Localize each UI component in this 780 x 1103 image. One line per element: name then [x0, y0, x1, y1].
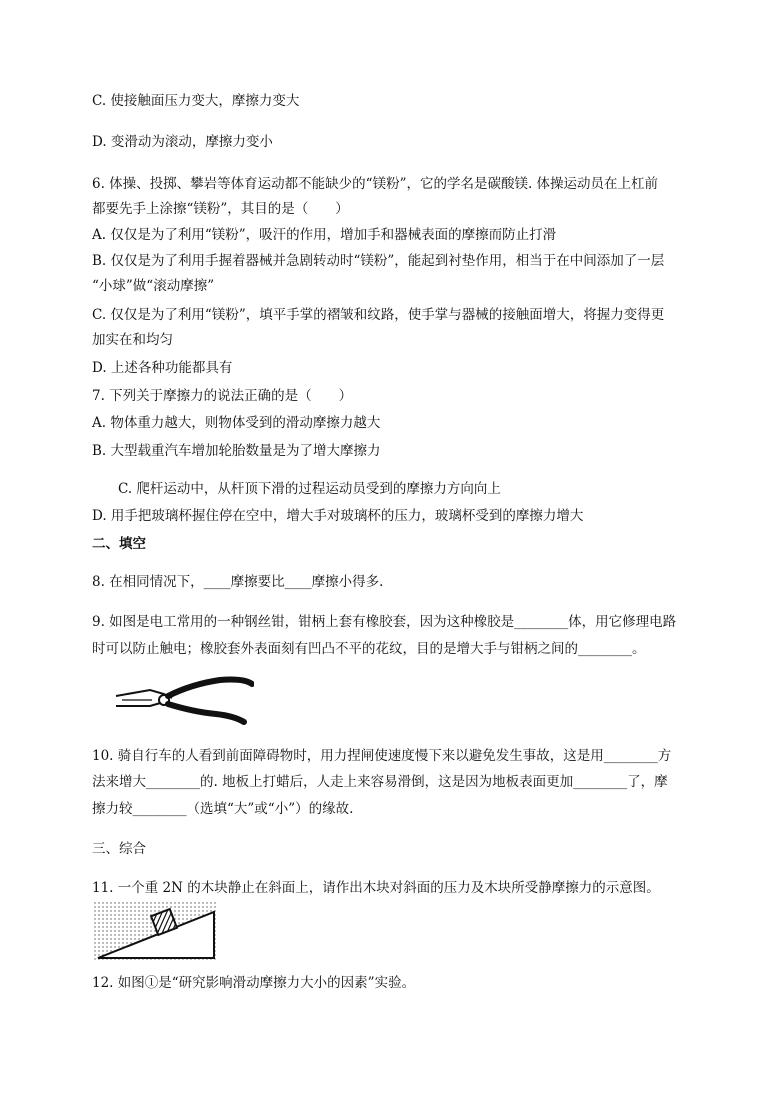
question-7-option-a: A. 物体重力越大，则物体受到的滑动摩擦力越大: [92, 415, 381, 431]
question-6-option-d: D. 上述各种功能都具有: [92, 360, 233, 376]
pliers-figure: [112, 676, 254, 728]
question-10-line2: 法来增大________的. 地板上打蜡后，人走上来容易滑倒，这是因为地板表面更加________了，摩: [92, 774, 668, 790]
question-9-line1: 9. 如图是电工常用的一种钢丝钳，钳柄上套有橡胶套，因为这种橡胶是________体，用它修理电路: [92, 614, 677, 630]
incline-block-figure: [94, 902, 218, 960]
question-7-option-b: B. 大型载重汽车增加轮胎数量是为了增大摩擦力: [92, 443, 381, 459]
question-6-option-c: C. 仅仅是为了利用“镁粉”，填平手掌的褶皱和纹路，使手掌与器械的接触面增大，将握力变得更: [92, 307, 665, 323]
question-9-line2: 时可以防止触电；橡胶套外表面刻有凹凸不平的花纹，目的是增大手与钳柄之间的________。: [92, 641, 646, 657]
question-6-option-b: B. 仅仅是为了利用手握着器械并急剧转动时“镁粉”，能起到衬垫作用，相当于在中间添加了一层: [92, 253, 665, 269]
line-d-option: D. 变滑动为滚动，摩擦力变小: [92, 134, 273, 150]
section-comprehensive-heading: 三、综合: [92, 841, 146, 857]
question-12: 12. 如图①是“研究影响滑动摩擦力大小的因素”实验。: [92, 975, 416, 991]
question-6-stem-cont: 都要先手上涂擦“镁粉”，其目的是（ ）: [92, 201, 349, 217]
question-7-option-c: C. 爬杆运动中，从杆顶下滑的过程运动员受到的摩擦力方向向上: [118, 481, 501, 497]
question-6-option-b-cont: “小球”做“滚动摩擦”: [92, 278, 215, 294]
question-6-stem: 6. 体操、投掷、攀岩等体育运动都不能缺少的“镁粉”，它的学名是碳酸镁. 体操运动员在上杠前: [92, 176, 659, 192]
section-fill-in-heading: 二、填空: [92, 536, 146, 552]
question-8: 8. 在相同情况下，____摩擦要比____摩擦小得多.: [92, 574, 384, 590]
question-7-option-d: D. 用手把玻璃杯握住停在空中，增大手对玻璃杯的压力，玻璃杯受到的摩擦力增大: [92, 508, 584, 524]
question-10-line1: 10. 骑自行车的人看到前面障碍物时，用力捏闸使速度慢下来以避免发生事故，这是用________方: [92, 748, 672, 764]
line-c-option: C. 使接触面压力变大，摩擦力变大: [92, 93, 300, 109]
question-7-stem: 7. 下列关于摩擦力的说法正确的是（ ）: [92, 388, 353, 404]
question-11: 11. 一个重 2N 的木块静止在斜面上，请作出木块对斜面的压力及木块所受静摩擦力的示意图。: [92, 880, 660, 896]
question-6-option-c-cont: 加实在和均匀: [92, 332, 173, 348]
question-6-option-a: A. 仅仅是为了利用“镁粉”，吸汗的作用，增加手和器械表面的摩擦而防止打滑: [92, 227, 557, 243]
question-10-line3: 擦力较________（选填“大”或“小”）的缘故.: [92, 801, 354, 817]
